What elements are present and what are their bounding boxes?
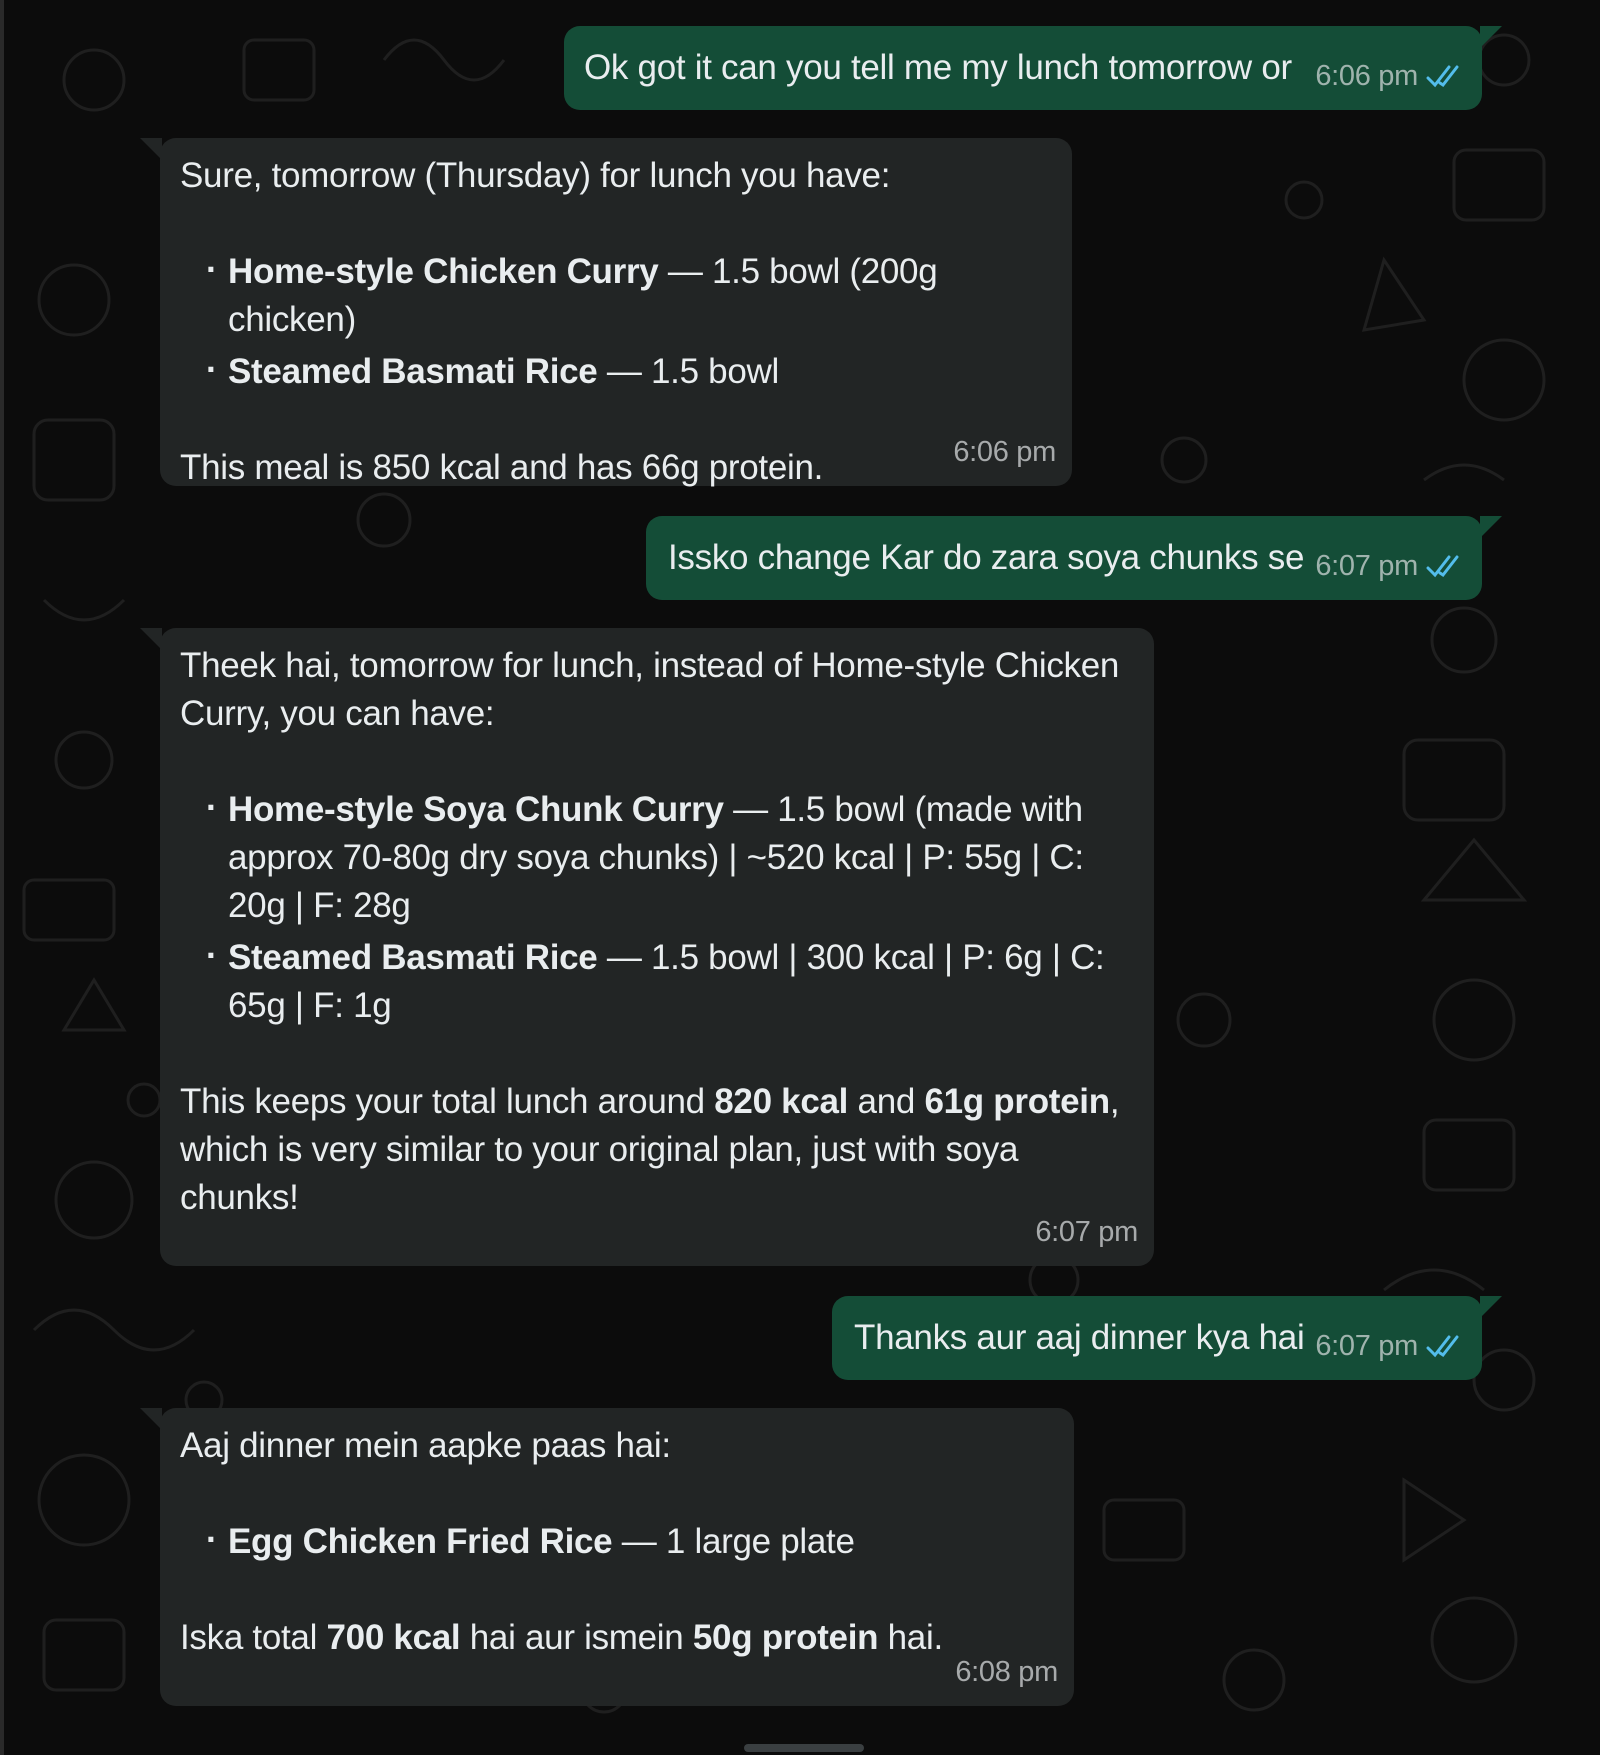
message-meta (1315, 1322, 1466, 1370)
outgoing-message[interactable] (564, 26, 1482, 110)
summary-text: hai. (878, 1618, 943, 1657)
double-check-read-icon (1426, 63, 1466, 89)
message-meta (1315, 52, 1466, 100)
meal-item-name: Steamed Basmati Rice (228, 352, 598, 391)
meal-item (228, 348, 1052, 396)
double-check-read-icon (1426, 1333, 1466, 1359)
incoming-message[interactable] (160, 1408, 1074, 1706)
message-time: 6:06 pm (1315, 60, 1418, 92)
message-time: 6:07 pm (1315, 550, 1418, 582)
summary-text: This keeps your total lunch around (180, 1082, 715, 1121)
incoming-message[interactable] (160, 628, 1154, 1266)
summary-protein: 50g protein (692, 1618, 879, 1657)
meal-item-detail: — 1.5 bowl (597, 352, 779, 391)
summary-kcal: 820 kcal (714, 1082, 849, 1121)
summary-kcal: 700 kcal (326, 1618, 461, 1657)
summary-text: , which is very similar to your original plan, just with soya chunks! (180, 1082, 1120, 1217)
meal-item-detail: — 1.5 bowl (made with approx 70-80g dry soya chunks) | ~520 kcal | P: 55g | C: 20g | F: 28g (228, 790, 1084, 925)
meal-item-detail: — 1 large plate (612, 1522, 855, 1561)
meal-item-list (180, 786, 1134, 1030)
message-meta (953, 428, 1056, 476)
outgoing-message[interactable] (832, 1296, 1482, 1380)
message-text: Ok got it can you tell me my lunch tomorrow or (584, 48, 1292, 87)
incoming-message[interactable] (160, 138, 1072, 486)
meal-item (228, 934, 1134, 1030)
meal-item-list (180, 1518, 1054, 1566)
message-meta (1315, 542, 1466, 590)
message-text: Issko change Kar do zara soya chunks se (668, 538, 1305, 577)
summary-text: and (848, 1082, 925, 1121)
message-intro: Sure, tomorrow (Thursday) for lunch you have: (180, 156, 891, 195)
message-meta (1035, 1208, 1138, 1256)
meal-item-name: Home-style Chicken Curry (228, 252, 659, 291)
summary-text: Iska total (180, 1618, 327, 1657)
meal-item-name: Home-style Soya Chunk Curry (228, 790, 724, 829)
meal-item-name: Egg Chicken Fried Rice (228, 1522, 613, 1561)
message-time: 6:08 pm (955, 1656, 1058, 1688)
outgoing-message[interactable] (646, 516, 1482, 600)
cut-off-element (744, 1744, 864, 1752)
message-summary (180, 1078, 1134, 1222)
summary-protein: 61g protein (924, 1082, 1110, 1121)
meal-item-list (180, 248, 1052, 396)
meal-item (228, 786, 1134, 930)
message-intro: Aaj dinner mein aapke paas hai: (180, 1426, 671, 1465)
message-time: 6:07 pm (1035, 1216, 1138, 1248)
message-summary: This meal is 850 kcal and has 66g protein. (180, 448, 824, 487)
meal-item (228, 1518, 1054, 1566)
meal-item (228, 248, 1052, 344)
message-text: Thanks aur aaj dinner kya hai (854, 1318, 1305, 1357)
message-time: 6:06 pm (953, 436, 1056, 468)
message-time: 6:07 pm (1315, 1330, 1418, 1362)
message-summary (180, 1614, 1054, 1662)
message-intro: Theek hai, tomorrow for lunch, instead of Home-style Chicken Curry, you can have: (180, 646, 1120, 733)
summary-text: hai aur ismein (460, 1618, 693, 1657)
message-meta (955, 1648, 1058, 1696)
double-check-read-icon (1426, 553, 1466, 579)
meal-item-detail: — 1.5 bowl (200g chicken) (228, 252, 938, 339)
meal-item-detail: — 1.5 bowl | 300 kcal | P: 6g | C: 65g | F: 1g (228, 938, 1105, 1025)
meal-item-name: Steamed Basmati Rice (228, 938, 598, 977)
